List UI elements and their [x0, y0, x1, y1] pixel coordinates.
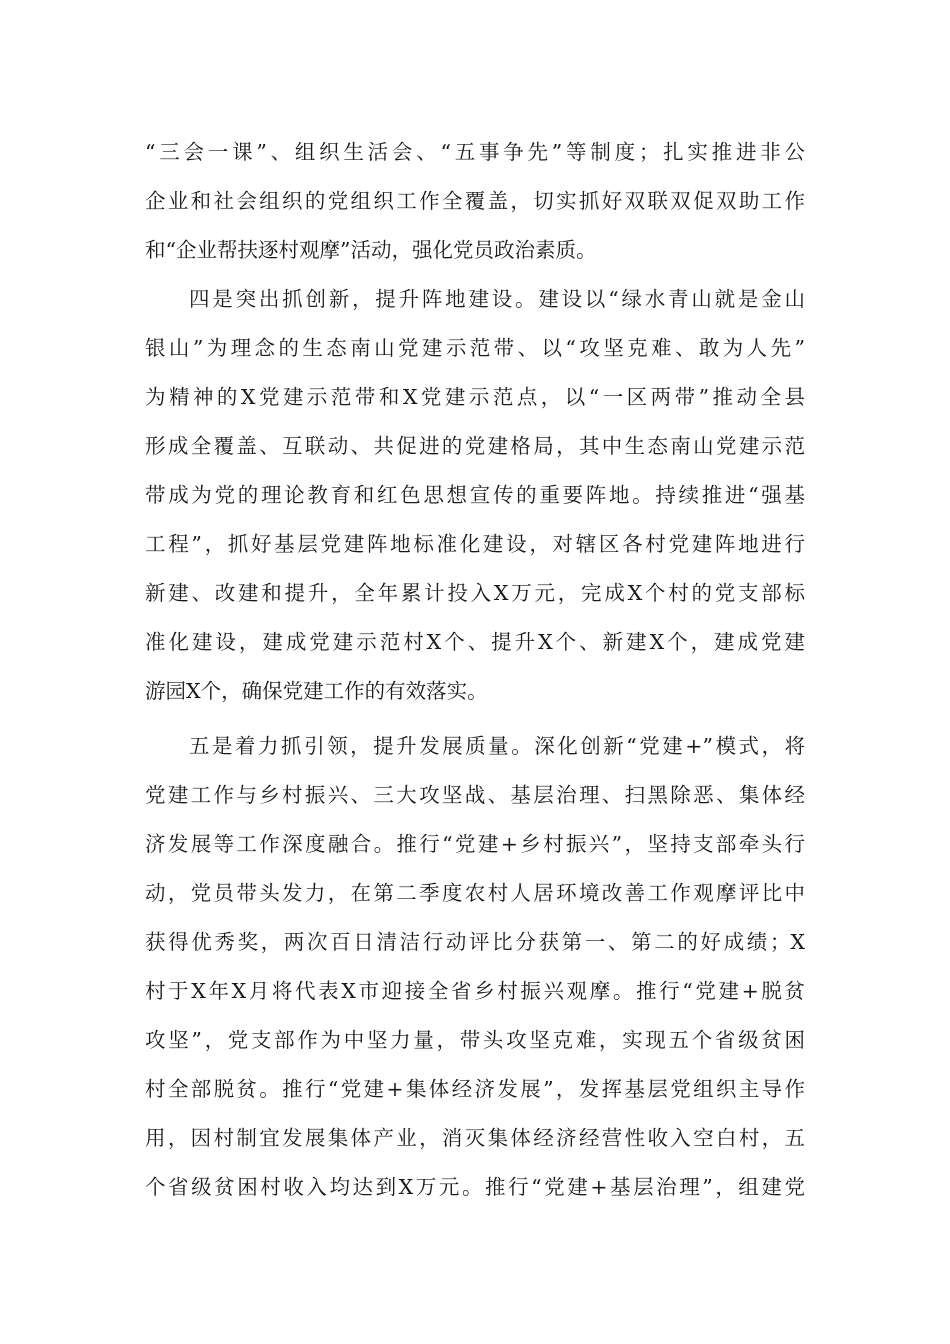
text-line: 个省级贫困村收入均达到X万元。推行“党建+基层治理”，组建党 — [145, 1175, 805, 1199]
text-line: “三会一课”、组织生活会、“五事争先”等制度；扎实推进非公 — [145, 140, 805, 164]
text-line: 工程”，抓好基层党建阵地标准化建设，对辖区各村党建阵地进行 — [145, 532, 805, 556]
text-line: 游园X个，确保党建工作的有效落实。 — [145, 679, 488, 703]
text-line: 获得优秀奖，两次百日清洁行动评比分获第一、第二的好成绩；X — [145, 930, 805, 954]
paragraph-start-line: 五是着力抓引领，提升发展质量。深化创新“党建+”模式，将 — [189, 734, 805, 758]
text-line: 村于X年X月将代表X市迎接全省乡村振兴观摩。推行“党建+脱贫 — [145, 979, 805, 1003]
text-line: 济发展等工作深度融合。推行“党建+乡村振兴”，坚持支部牵头行 — [145, 832, 805, 856]
text-line: 银山”为理念的生态南山党建示范带、以“攻坚克难、敢为人先” — [145, 336, 805, 360]
text-line: 带成为党的理论教育和红色思想宣传的重要阵地。持续推进“强基 — [145, 483, 805, 507]
text-line: 为精神的X党建示范带和X党建示范点，以“一区两带”推动全县 — [145, 385, 805, 409]
text-line: 和“企业帮扶逐村观摩”活动，强化党员政治素质。 — [145, 238, 597, 262]
paragraph-start-line: 四是突出抓创新，提升阵地建设。建设以“绿水青山就是金山 — [189, 287, 805, 311]
text-line: 新建、改建和提升，全年累计投入X万元，完成X个村的党支部标 — [145, 581, 805, 605]
text-line: 党建工作与乡村振兴、三大攻坚战、基层治理、扫黑除恶、集体经 — [145, 783, 805, 807]
text-line: 准化建设，建成党建示范村X个、提升X个、新建X个，建成党建 — [145, 630, 805, 654]
text-line: 攻坚”，党支部作为中坚力量，带头攻坚克难，实现五个省级贫困 — [145, 1028, 805, 1052]
text-line: 动，党员带头发力，在第二季度农村人居环境改善工作观摩评比中 — [145, 881, 805, 905]
text-line: 形成全覆盖、互联动、共促进的党建格局，其中生态南山党建示范 — [145, 434, 805, 458]
text-line: 村全部脱贫。推行“党建+集体经济发展”，发挥基层党组织主导作 — [145, 1077, 805, 1101]
text-line: 企业和社会组织的党组织工作全覆盖，切实抓好双联双促双助工作 — [145, 189, 805, 213]
text-line: 用，因村制宜发展集体产业，消灭集体经济经营性收入空白村，五 — [145, 1126, 805, 1150]
